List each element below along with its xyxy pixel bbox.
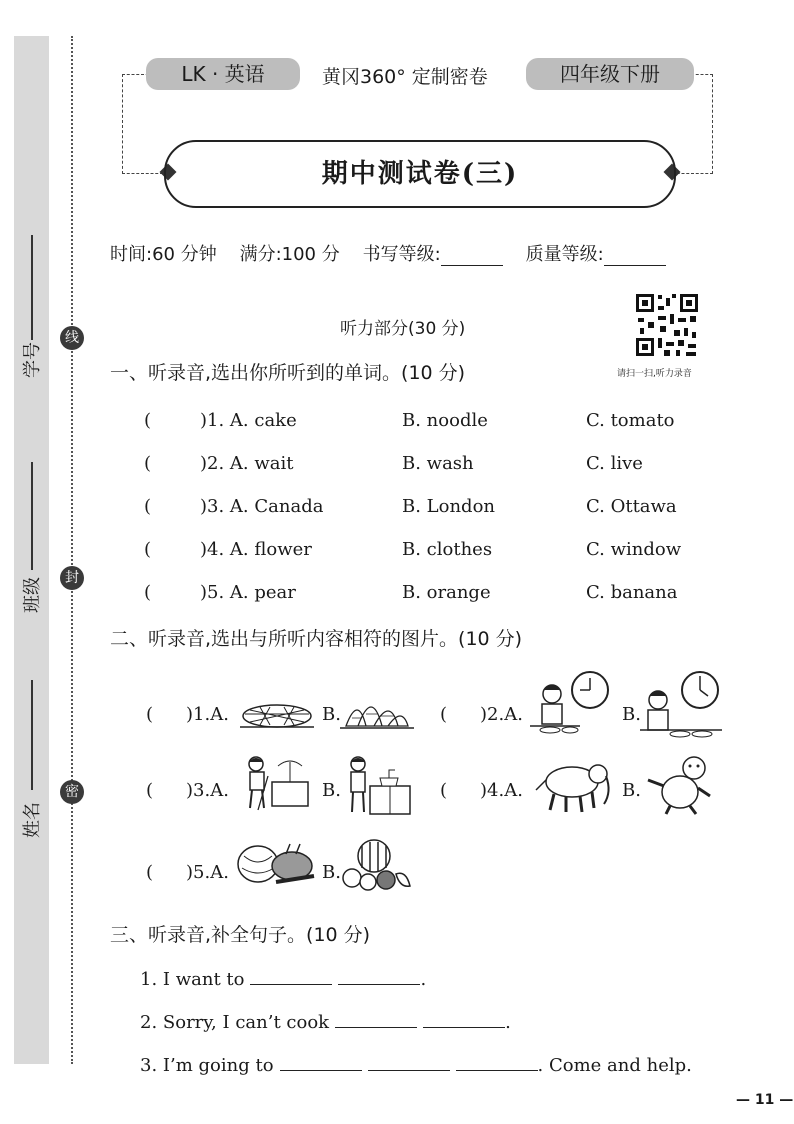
section2-item-4: [440, 780, 523, 801]
time-limit: 时间:60 分钟: [110, 244, 217, 265]
student-id-label: 学号: [22, 342, 43, 378]
section3-item-2: [140, 1009, 511, 1033]
section2-title: 二、听录音,选出与所听内容相符的图片。(10 分): [110, 628, 523, 650]
section2-item-1: [146, 704, 229, 725]
vegetables-image: [236, 838, 318, 890]
answer-paren[interactable]: (: [440, 780, 448, 801]
option-a-label: )1.A.: [186, 704, 229, 725]
subject-pill: LK · 英语: [146, 58, 300, 90]
answer-paren[interactable]: (: [146, 780, 154, 801]
option-b: B. London: [402, 496, 496, 517]
cut-line: [71, 36, 73, 1064]
answer-paren[interactable]: (: [440, 704, 448, 725]
page-number: — 11 —: [736, 1092, 794, 1108]
option-c: C. Ottawa: [586, 496, 677, 517]
sentence-start: 3. I’m going to: [140, 1055, 274, 1076]
boy-cooking-image: [340, 752, 414, 818]
option-b-label: B.: [322, 862, 341, 883]
section2-item-5: [146, 862, 229, 883]
option-a: )3. A. Canada: [200, 496, 324, 517]
sentence-start: 1. I want to: [140, 969, 245, 990]
answer-paren[interactable]: (: [146, 704, 154, 725]
section2-item-3: [146, 780, 229, 801]
exam-title: 期中测试卷(三): [164, 140, 676, 208]
option-b: B. orange: [402, 582, 491, 603]
boy-sweeping-image: [238, 752, 312, 816]
option-c: C. banana: [586, 582, 678, 603]
sentence-end: .: [505, 1012, 511, 1033]
series-name: 黄冈360° 定制密卷: [322, 66, 488, 88]
answer-blank[interactable]: [280, 1052, 362, 1071]
section3-item-1: [140, 966, 426, 990]
qr-caption: 请扫一扫,听力录音: [617, 369, 692, 379]
fruits-image: [340, 834, 414, 894]
sentence-end: . Come and help.: [537, 1055, 692, 1076]
option-b: B. clothes: [402, 539, 493, 560]
grade-pill: 四年级下册: [526, 58, 694, 90]
option-c: C. live: [586, 453, 643, 474]
option-b: B. noodle: [402, 410, 488, 431]
opera-house-image: [340, 688, 414, 732]
option-b-label: B.: [322, 780, 341, 801]
answer-paren[interactable]: (: [144, 582, 152, 603]
answer-blank[interactable]: [250, 966, 332, 985]
answer-paren[interactable]: (: [144, 496, 152, 517]
section3-item-3: [140, 1052, 692, 1076]
quality-grade-label: 质量等级:: [525, 244, 604, 265]
student-id-line: [31, 235, 33, 340]
option-a: )1. A. cake: [200, 410, 297, 431]
answer-paren[interactable]: (: [144, 539, 152, 560]
sentence-end: .: [420, 969, 427, 990]
option-c: C. window: [586, 539, 682, 560]
class-line: [31, 462, 33, 570]
option-b-label: B.: [622, 704, 641, 725]
boy-eating-clock-image: [530, 668, 612, 744]
section3-title: 三、听录音,补全句子。(10 分): [110, 924, 371, 946]
birds-nest-stadium-image: [240, 694, 314, 730]
seal-mark-mi: 密: [60, 780, 84, 804]
option-a-label: )4.A.: [480, 780, 523, 801]
option-b-label: B.: [622, 780, 641, 801]
option-b: B. wash: [402, 453, 474, 474]
answer-blank[interactable]: [338, 966, 420, 985]
option-a-label: )2.A.: [480, 704, 523, 725]
name-label: 姓名: [22, 802, 43, 838]
option-a: )5. A. pear: [200, 582, 296, 603]
boy-eating-clock-image-b: [640, 668, 722, 744]
option-a: )2. A. wait: [200, 453, 294, 474]
section1-title: 一、听录音,选出你所听到的单词。(10 分): [110, 362, 466, 384]
writing-grade-label: 书写等级:: [362, 244, 441, 265]
seal-mark-xian: 线: [60, 326, 84, 350]
quality-grade-blank[interactable]: [604, 245, 666, 266]
answer-blank[interactable]: [423, 1009, 505, 1028]
qr-code-icon[interactable]: [634, 292, 700, 358]
option-b-label: B.: [322, 704, 341, 725]
listening-part-title: 听力部分(30 分): [340, 319, 466, 339]
polar-bear-image: [640, 752, 716, 818]
answer-blank[interactable]: [368, 1052, 450, 1071]
sentence-start: 2. Sorry, I can’t cook: [140, 1012, 330, 1033]
seal-mark-feng: 封: [60, 566, 84, 590]
exam-info: [110, 240, 666, 266]
elephant-image: [532, 756, 614, 814]
name-line: [31, 680, 33, 790]
answer-paren[interactable]: (: [144, 410, 152, 431]
answer-blank[interactable]: [456, 1052, 538, 1071]
answer-paren[interactable]: (: [146, 862, 154, 883]
answer-blank[interactable]: [335, 1009, 417, 1028]
full-score: 满分:100 分: [239, 244, 340, 265]
option-a-label: )3.A.: [186, 780, 229, 801]
option-a: )4. A. flower: [200, 539, 312, 560]
class-label: 班级: [22, 577, 43, 613]
option-c: C. tomato: [586, 410, 675, 431]
answer-paren[interactable]: (: [144, 453, 152, 474]
writing-grade-blank[interactable]: [441, 245, 503, 266]
section2-item-2: [440, 704, 523, 725]
option-a-label: )5.A.: [186, 862, 229, 883]
